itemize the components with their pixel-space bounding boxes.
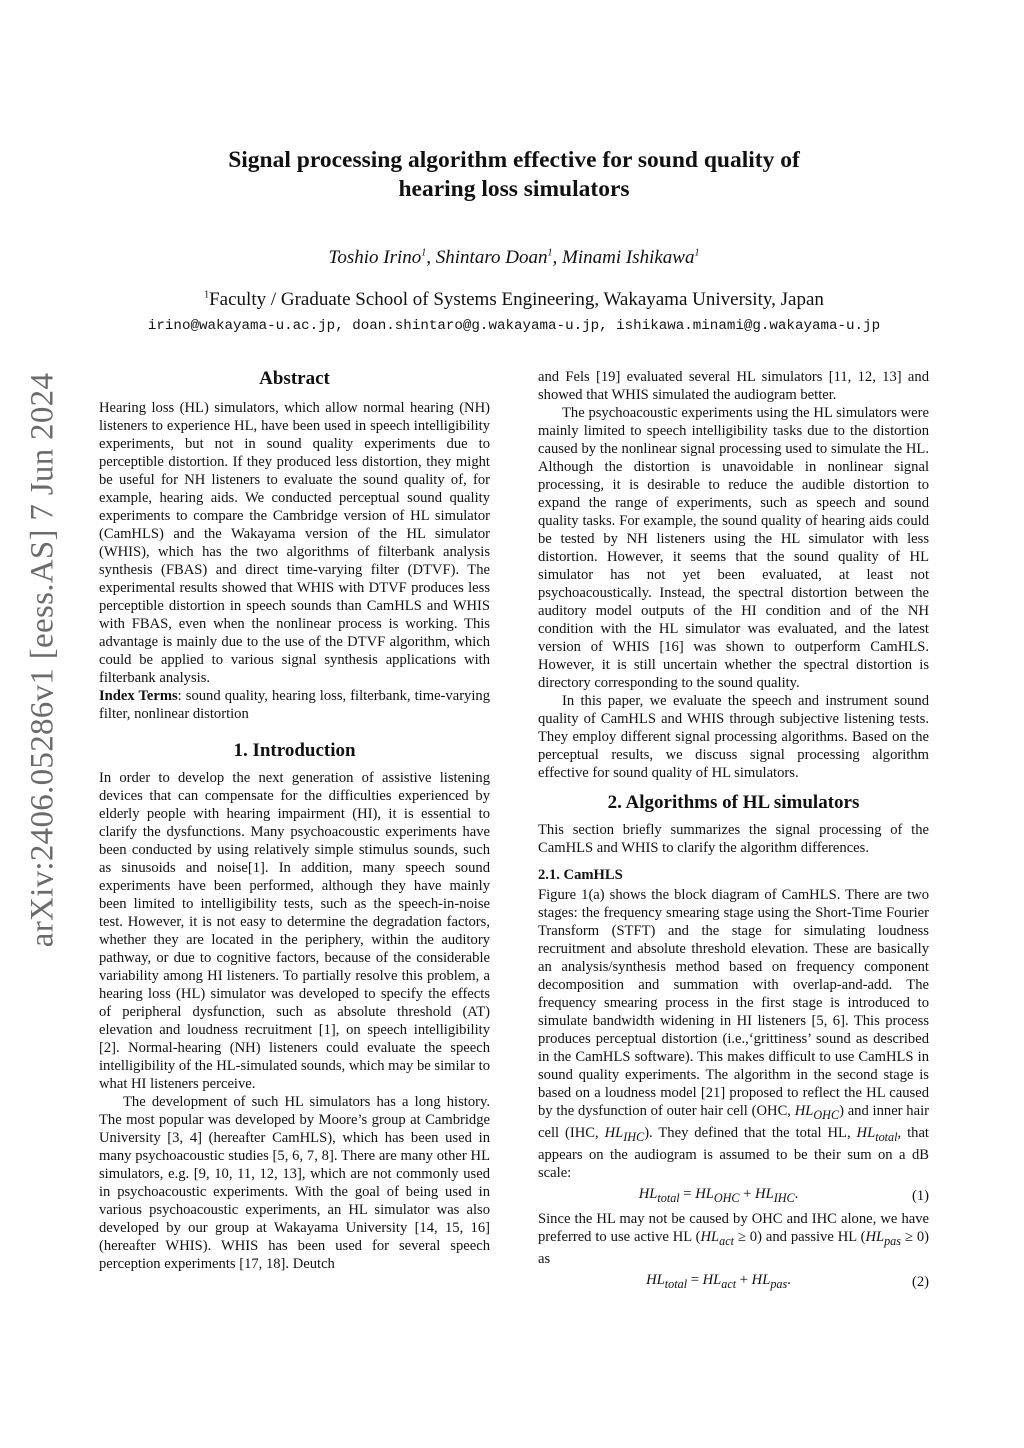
- affiliation: [100, 289, 928, 311]
- arxiv-identifier: arXiv:2406.05286v1 [eess.AS] 7 Jun 2024: [24, 372, 61, 948]
- author-name: Shintaro Doan: [435, 247, 548, 268]
- author-list: [100, 247, 928, 269]
- math-hl-act-ge0: $HL_{act} \ge 0$: [700, 1228, 758, 1248]
- camhls-paragraph-1: [538, 886, 929, 1182]
- math-hl-ohc: $HL_{OHC}$: [794, 1103, 840, 1122]
- affiliation-text: Faculty / Graduate School of Systems Engineering, Wakayama University, Japan: [209, 289, 824, 310]
- camhls-text-c: ). They defined that the total HL,: [644, 1124, 857, 1141]
- abstract-heading: Abstract: [259, 368, 330, 389]
- author-affil-mark: 1: [547, 247, 553, 259]
- intro-paragraph-3: The psychoacoustic experiments using the HL simulators were mainly limited to speech intelligibility tasks due to the distortion caused by the nonlinear signal processing used to simulate the HL. Although the distortion is unavoidable in nonlinear signal processing, it is desirable to reduce the audible distortion to expand the range of experiments, such as speech and sound quality tasks. For example, the sound quality of hearing aids could be tested by NH listeners using the HL simulator with less distortion. However, it seems that the sound quality of HL simulator has not yet been evaluated, at least not psychoacoustically. Instead, the spectral distortion between the auditory model outputs of the HI condition and of the NH condition with the HL simulator was evaluated, and the latest version of WHIS [16] was shown to outperform CamHLS. However, it is still uncertain whether the spectral distortion is directory corresponding to the sound quality.: [538, 405, 929, 691]
- subsection-camhls-heading: 2.1. CamHLS: [538, 867, 623, 883]
- camhls-text-e: Since the HL may not be caused by OHC and IHC alone, we have preferred to use active HL (: [538, 1210, 929, 1245]
- author-affil-mark: 1: [421, 247, 427, 259]
- paper-title: [100, 146, 928, 204]
- math-hl-total: $HL_{total}$: [856, 1124, 898, 1144]
- section-2-heading: 2. Algorithms of HL simulators: [607, 792, 860, 813]
- intro-paragraph-1: In order to develop the next generation of assistive listening devices that can compensate for the difficulties experienced by elderly people with hearing impairment (HI), it is essential to clarify the dysfunctions. Many psychoacoustic experiments have been conducted by using relatively simple stimulus sounds, such as sinusoids and noise[1]. In addition, many speech sound experiments have been performed, although they have mainly been limited to intelligibility tests, such as the speech-in-noise test. However, it is not easy to determine the degradation factors, whether they are located in the periphery, within the auditory pathway, or due to cognitive factors, because of the considerable variability among HI listeners. To partially resolve this problem, a hearing loss (HL) simulator was developed to specify the effects of peripheral dysfunction, such as absolute threshold (AT) elevation and loudness recruitment [1], on speech intelligibility [2]. Normal-hearing (NH) listeners could evaluate the speech intelligibility of the HL-simulated sounds, which may be similar to what HI listeners perceive.: [99, 770, 490, 1092]
- equation-1-formula: $HL_{total} = HL_{OHC} + HL_{IHC}$.: [638, 1185, 799, 1205]
- equation-1: [538, 1185, 929, 1207]
- camhls-paragraph-2: [538, 1210, 929, 1268]
- author-emails: irino@wakayama-u.ac.jp, doan.shintaro@g.wakayama-u.jp, ishikawa.minami@g.wakayama-u.jp: [147, 318, 881, 334]
- title-line-2: hearing loss simulators: [398, 176, 630, 202]
- author-separator: ,: [426, 247, 436, 268]
- author-affil-mark: 1: [694, 247, 700, 259]
- intro-paragraph-4: In this paper, we evaluate the speech and instrument sound quality of CamHLS and WHIS through subjective listening tests. They employ different signal processing algorithms. Based on the perceptual results, we discuss signal processing algorithm effective for sound quality of HL simulators.: [538, 693, 929, 781]
- affiliation-mark: 1: [204, 289, 210, 301]
- arxiv-sidebar: [16, 260, 70, 1060]
- left-column: [99, 368, 490, 1273]
- intro-paragraph-2-cont: and Fels [19] evaluated several HL simulators [11, 12, 13] and showed that WHIS simulated the audiogram better.: [538, 369, 929, 403]
- camhls-text-b: ) and inner hair cell (IHC,: [538, 1103, 929, 1141]
- index-terms-label: Index Terms: [99, 688, 178, 704]
- author-separator: ,: [552, 247, 562, 268]
- intro-heading: 1. Introduction: [233, 740, 356, 761]
- index-terms: [99, 687, 490, 723]
- title-line-1: Signal processing algorithm effective for sound quality of: [228, 147, 800, 173]
- camhls-text-g: ) as: [538, 1228, 929, 1267]
- math-hl-pas-ge0: $HL_{pas} \ge 0$: [865, 1228, 925, 1248]
- equation-2-formula: $HL_{total} = HL_{act} + HL_{pas}$.: [646, 1271, 791, 1291]
- author-name: Toshio Irino: [328, 247, 422, 268]
- camhls-text-f: ) and passive HL (: [757, 1228, 866, 1245]
- math-hl-ihc: $HL_{IHC}$: [604, 1124, 645, 1144]
- camhls-text-d: , that appears on the audiogram is assumed to be their sum on a dB scale:: [538, 1124, 929, 1181]
- equation-1-number: (1): [911, 1187, 929, 1204]
- index-terms-text: : sound quality, hearing loss, filterbank, time-varying filter, nonlinear distortion: [99, 688, 490, 722]
- camhls-text-a: Figure 1(a) shows the block diagram of CamHLS. There are two stages: the frequency smearing stage using the Short-Time Fourier Transform (STFT) and the stage for simulating loudness recruitment and absolute threshold elevation. These are basically an analysis/synthesis method based on frequency component decomposition and summation with overlap-and-add. The frequency smearing process in the first stage is introduced to simulate bandwidth widening in HI listeners [5, 6]. This process produces perceptual distortion (i.e.,‘grittiness’ sound as described in the CamHLS software). This makes difficult to use CamHLS in sound quality experiments. The algorithm in the second stage is based on a loudness model [21] proposed to reflect the HL caused by the dysfunction of outer hair cell (OHC,: [538, 887, 929, 1119]
- section-2-paragraph-1: This section briefly summarizes the signal processing of the CamHLS and WHIS to clarify the algorithm differences.: [538, 822, 929, 856]
- abstract-text: Hearing loss (HL) simulators, which allow normal hearing (NH) listeners to experience HL, have been used in speech intelligibility experiments, but not in sound quality experiments due to perceptible distortion. If they produced less distortion, they might be useful for NH listeners to evaluate the sound quality of, for example, hearing aids. We conducted perceptual sound quality experiments to compare the Cambridge version of HL simulator (CamHLS) and the Wakayama version of the HL simulator (WHIS), which has the two algorithms of filterbank analysis synthesis (FBAS) and direct time-varying filter (DTVF). The experimental results showed that WHIS with DTVF produces less perceptible distortion in speech sounds than CamHLS and WHIS with FBAS, even when the nonlinear process is working. This advantage is mainly due to the use of the DTVF algorithm, which could be applied to various signal synthesis applications with filterbank analysis.: [99, 400, 490, 686]
- equation-2-number: (2): [911, 1273, 929, 1290]
- intro-paragraph-2: The development of such HL simulators has a long history. The most popular was developed by Moore’s group at Cambridge University [3, 4] (hereafter CamHLS), which has been used in many psychoacoustic studies [5, 6, 7, 8]. There are many other HL simulators, e.g. [9, 10, 11, 12, 13], which are not commonly used in psychoacoustic experiments. With the goal of being used in various psychoacoustic experiments, an HL simulator was also developed by our group at Wakayama University [14, 15, 16] (hereafter WHIS). WHIS has been used for several speech perception experiments [17, 18]. Deutch: [99, 1094, 490, 1272]
- author-name: Minami Ishikawa: [562, 247, 695, 268]
- equation-2: [538, 1271, 929, 1293]
- right-column: [538, 368, 929, 1296]
